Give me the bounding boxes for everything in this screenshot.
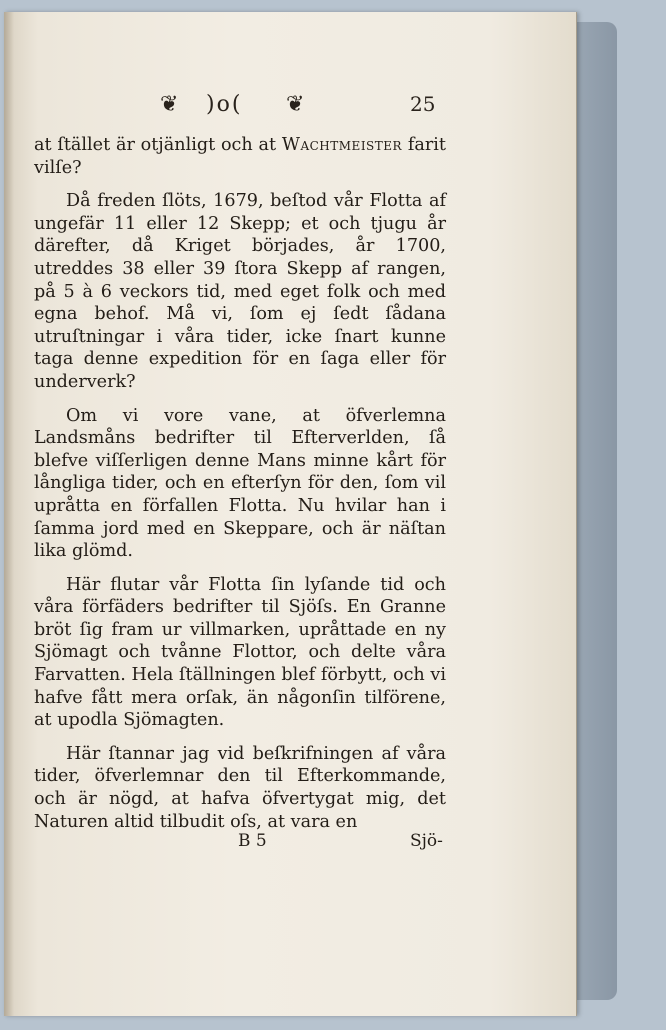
page-gutter-shadow — [4, 12, 14, 1016]
paragraph-5: Här ſtannar jag vid beſkrifningen af våra tider, öfverlemnar den til Efterkommande, och är nögd, at hafva öfvertygat mig, det Naturen altid tilbudit oſs, at vara en — [34, 743, 446, 832]
running-header — [160, 92, 440, 122]
body-text — [34, 134, 446, 844]
paragraph-3: Om vi vore vane, at öfverlemna Landsmåns bedrifter til Efterverlden, ſå blefve viſſerligen denne Mans minne kårt för långliga tider, och en efterſyn för den, ſom vil upråtta en förfallen Flotta. Nu hvilar han i ſamma jord med en Skeppare, och är näſtan lika glömd. — [34, 405, 446, 562]
fleuron-left-icon: ❦ — [160, 92, 179, 117]
catchword: Sjö- — [410, 831, 443, 851]
fleuron-right-icon: ❦ — [286, 92, 305, 117]
signature-mark: B 5 — [238, 831, 267, 851]
paragraph-4: Här flutar vår Flotta ſin lyſande tid och våra förfäders bedrifter til Sjöſs. En Granne bröt ſig fram ur villmarken, upråttade en ny Sjömagt och tvånne Flottor, och delte våra Farvatten. Hela ſtällningen blef förbytt, och vi hafve fått mera orſak, än någonſin tilförene, at upodla Sjömagten. — [34, 574, 446, 731]
name-wachtmeister: Wachtmeister — [281, 135, 403, 155]
page-number: 25 — [410, 92, 436, 116]
paragraph-1: at ſtället är otjänligt och at Wachtmeister farit vilſe? — [34, 135, 446, 178]
paragraph-2: Då freden ſlöts, 1679, beſtod vår Flotta af ungefär 11 eller 12 Skepp; et och tjugu år därefter, då Kriget börjades, år 1700, utreddes 38 eller 39 ſtora Skepp af rangen, på 5 à 6 veckors tid, med eget folk och med egna behof. Må vi, ſom ej ſedt ſådana utruſtningar i våra tider, icke ſnart kunne taga denne expedition för en ſaga eller för underverk? — [34, 191, 446, 392]
header-decoration: )o( — [206, 92, 243, 117]
page-footer — [0, 831, 576, 855]
